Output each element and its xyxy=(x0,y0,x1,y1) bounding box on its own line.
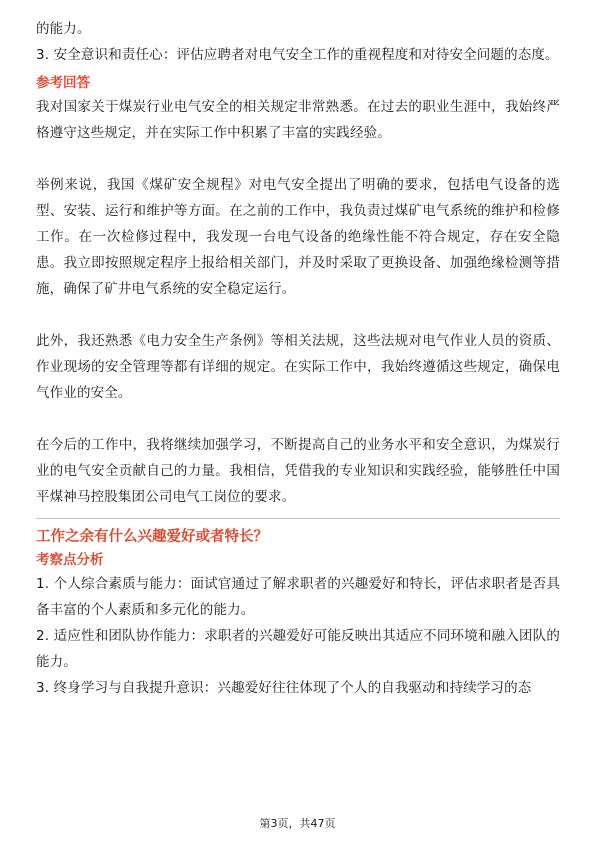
reference-answer-heading: 参考回答 xyxy=(36,75,90,91)
answer-paragraph-4: 在今后的工作中，我将继续加强学习，不断提高自己的业务水平和安全意识，为煤炭行业的电气安全贡献自己的力量。我相信，凭借我的专业知识和实践经验，能够胜任中国平煤神马控股集团公司电气工岗位的要求。 xyxy=(36,437,560,505)
answer-paragraph-2: 举例来说，我国《煤矿安全规程》对电气安全提出了明确的要求，包括电气设备的选型、安装、运行和维护等方面。在之前的工作中，我负责过煤矿电气系统的维护和检修工作。在一次检修过程中，我发现一台电气设备的绝缘性能不符合规定，存在安全隐患。我立即按照规定程序上报给相关部门，并及时采取了更换设备、加强绝缘检测等措施，确保了矿井电气系统的安全稳定运行。 xyxy=(36,177,560,297)
continued-text: 的能力。 xyxy=(36,21,91,37)
analysis-heading: 考察点分析 xyxy=(36,552,104,568)
answer-paragraph-1: 我对国家关于煤炭行业电气安全的相关规定非常熟悉。在过去的职业生涯中，我始终严格遵守这些规定，并在实际工作中积累了丰富的实践经验。 xyxy=(36,99,560,141)
page-content xyxy=(36,16,560,701)
section-divider xyxy=(36,518,560,519)
page-number: 第3页，共47页 xyxy=(259,817,336,830)
analysis-item-3: 3. 终身学习与自我提升意识：兴趣爱好往往体现了个人的自我驱动和持续学习的态 xyxy=(36,680,532,696)
analysis-item-1: 1. 个人综合素质与能力：面试官通过了解求职者的兴趣爱好和特长，评估求职者是否具备丰富的个人素质和多元化的能力。 xyxy=(36,576,560,618)
question-title: 工作之余有什么兴趣爱好或者特长？ xyxy=(36,529,268,545)
answer-paragraph-3: 此外，我还熟悉《电力安全生产条例》等相关法规，这些法规对电气作业人员的资质、作业现场的安全管理等都有详细的规定。在实际工作中，我始终遵循这些规定，确保电气作业的安全。 xyxy=(36,333,560,401)
analysis-item-2: 2. 适应性和团队协作能力：求职者的兴趣爱好可能反映出其适应不同环境和融入团队的能力。 xyxy=(36,628,560,670)
criteria-item-3: 3. 安全意识和责任心：评估应聘者对电气安全工作的重视程度和对待安全问题的态度。 xyxy=(36,47,559,63)
